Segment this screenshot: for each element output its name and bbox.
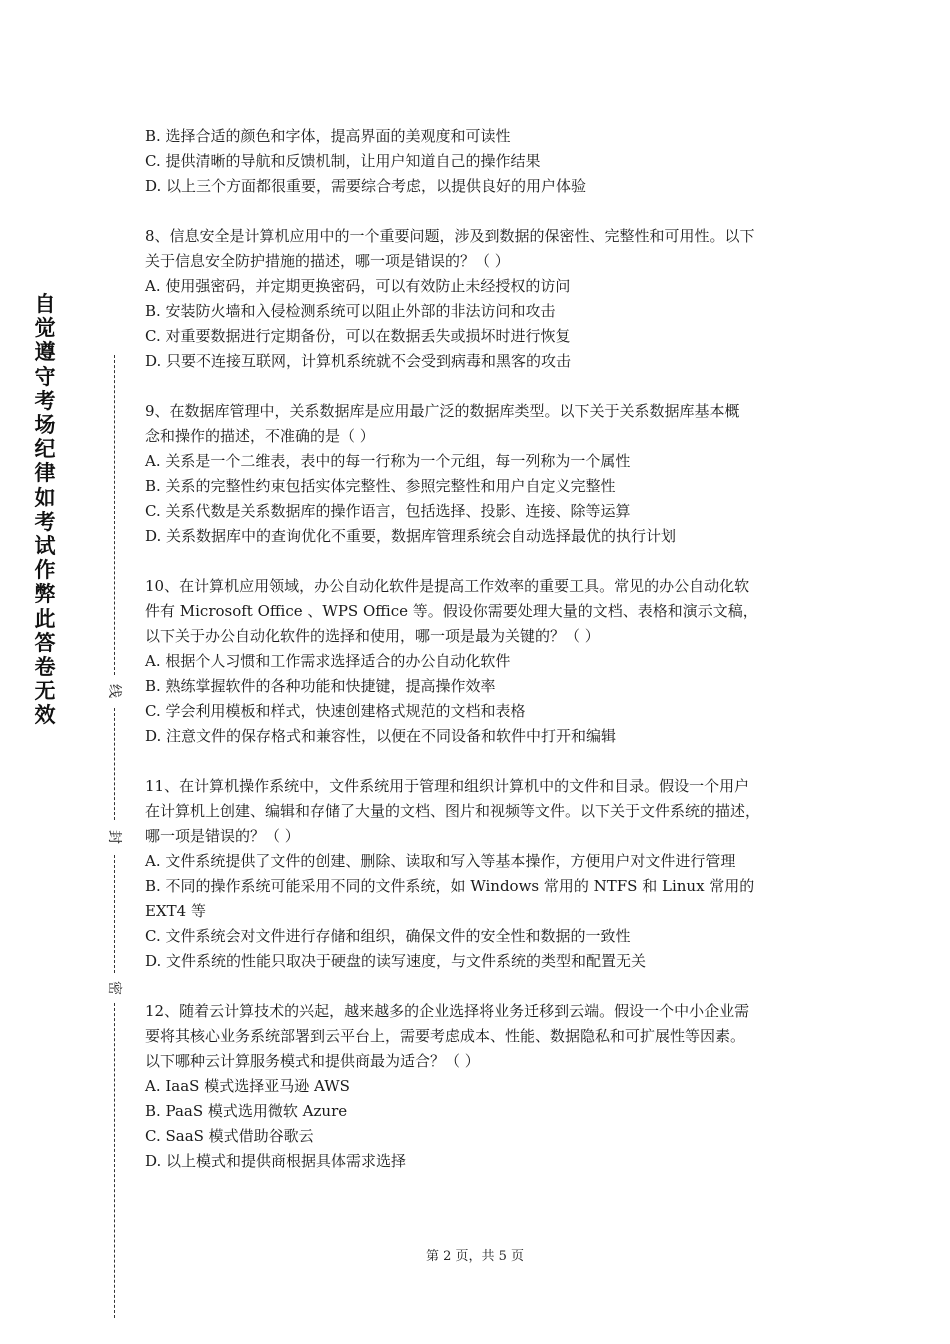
cut-line-segment xyxy=(114,855,115,973)
option-line: B. 选择合适的颜色和字体，提高界面的美观度和可读性 xyxy=(145,127,511,145)
option-line: D. 以上三个方面都很重要，需要综合考虑，以提供良好的用户体验 xyxy=(145,177,587,195)
option-d: D. 关系数据库中的查询优化不重要，数据库管理系统会自动选择最优的执行计划 xyxy=(145,527,677,545)
option-a: A. 根据个人习惯和工作需求选择适合的办公自动化软件 xyxy=(145,652,511,670)
question-9 xyxy=(145,399,815,549)
page-number-footer: 第 2 页，共 5 页 xyxy=(425,1249,525,1264)
question-stem: 要将其核心业务系统部署到云平台上，需要考虑成本、性能、数据隐私和可扩展性等因素。 xyxy=(145,1027,746,1045)
question-stem: 念和操作的描述，不准确的是（ ） xyxy=(145,427,375,445)
question-stem: 以下关于办公自动化软件的选择和使用，哪一项是最为关键的？（ ） xyxy=(145,627,600,645)
question-stem: 9、在数据库管理中，关系数据库是应用最广泛的数据库类型。以下关于关系数据库基本概 xyxy=(145,402,740,420)
cut-line-segment xyxy=(114,1003,115,1318)
question-stem: 件有 Microsoft Office 、WPS Office 等。假设你需要处理大量的文档、表格和演示文稿， xyxy=(145,602,758,620)
option-line: C. 提供清晰的导航和反馈机制，让用户知道自己的操作结果 xyxy=(145,152,541,170)
question-12 xyxy=(145,999,815,1174)
option-a: A. IaaS 模式选择亚马逊 AWS xyxy=(145,1077,350,1095)
question-11 xyxy=(145,774,815,974)
question-stem: 关于信息安全防护措施的描述，哪一项是错误的？（ ） xyxy=(145,252,510,270)
option-b-continued: EXT4 等 xyxy=(145,902,206,920)
question-8 xyxy=(145,224,815,374)
question-stem: 8、信息安全是计算机应用中的一个重要问题，涉及到数据的保密性、完整性和可用性。以下 xyxy=(145,227,755,245)
exam-discipline-warning: 自觉遵守考场纪律如考试作弊此答卷无效 xyxy=(34,292,56,728)
option-c: C. 学会利用模板和样式，快速创建格式规范的文档和表格 xyxy=(145,702,526,720)
option-d: D. 注意文件的保存格式和兼容性，以便在不同设备和软件中打开和编辑 xyxy=(145,727,617,745)
question-stem: 哪一项是错误的？（ ） xyxy=(145,827,300,845)
exam-content xyxy=(145,124,815,1174)
option-d: D. 以上模式和提供商根据具体需求选择 xyxy=(145,1152,407,1170)
option-b: B. 安装防火墙和入侵检测系统可以阻止外部的非法访问和攻击 xyxy=(145,302,556,320)
option-c: C. 关系代数是关系数据库的操作语言，包括选择、投影、连接、除等运算 xyxy=(145,502,631,520)
question-10 xyxy=(145,574,815,749)
option-c: C. 对重要数据进行定期备份，可以在数据丢失或损坏时进行恢复 xyxy=(145,327,571,345)
cut-label-line: 线 xyxy=(106,684,122,698)
question-stem: 10、在计算机应用领域，办公自动化软件是提高工作效率的重要工具。常见的办公自动化软 xyxy=(145,577,750,595)
question-stem: 11、在计算机操作系统中，文件系统用于管理和组织计算机中的文件和目录。假设一个用户 xyxy=(145,777,750,795)
option-b: B. 不同的操作系统可能采用不同的文件系统，如 Windows 常用的 NTFS 和 Linux 常用的 xyxy=(145,877,755,895)
option-a: A. 关系是一个二维表，表中的每一行称为一个元组，每一列称为一个属性 xyxy=(145,452,631,470)
option-a: A. 文件系统提供了文件的创建、删除、读取和写入等基本操作，方便用户对文件进行管理 xyxy=(145,852,736,870)
option-c: C. 文件系统会对文件进行存储和组织，确保文件的安全性和数据的一致性 xyxy=(145,927,631,945)
cut-label-seal: 封 xyxy=(106,830,122,844)
cut-label-secret: 密 xyxy=(106,981,122,995)
option-b: B. 熟练掌握软件的各种功能和快捷键，提高操作效率 xyxy=(145,677,496,695)
previous-question-options xyxy=(145,124,815,199)
question-stem: 以下哪种云计算服务模式和提供商最为适合？（ ） xyxy=(145,1052,480,1070)
cut-line-segment xyxy=(114,708,115,820)
option-b: B. PaaS 模式选用微软 Azure xyxy=(145,1102,348,1120)
cut-line-segment xyxy=(114,355,115,675)
option-a: A. 使用强密码，并定期更换密码，可以有效防止未经授权的访问 xyxy=(145,277,571,295)
binding-margin xyxy=(0,0,135,1344)
option-c: C. SaaS 模式借助谷歌云 xyxy=(145,1127,314,1145)
option-d: D. 文件系统的性能只取决于硬盘的读写速度，与文件系统的类型和配置无关 xyxy=(145,952,647,970)
option-d: D. 只要不连接互联网，计算机系统就不会受到病毒和黑客的攻击 xyxy=(145,352,572,370)
option-b: B. 关系的完整性约束包括实体完整性、参照完整性和用户自定义完整性 xyxy=(145,477,616,495)
question-stem: 12、随着云计算技术的兴起，越来越多的企业选择将业务迁移到云端。假设一个中小企业需 xyxy=(145,1002,750,1020)
question-stem: 在计算机上创建、编辑和存储了大量的文档、图片和视频等文件。以下关于文件系统的描述， xyxy=(145,802,761,820)
